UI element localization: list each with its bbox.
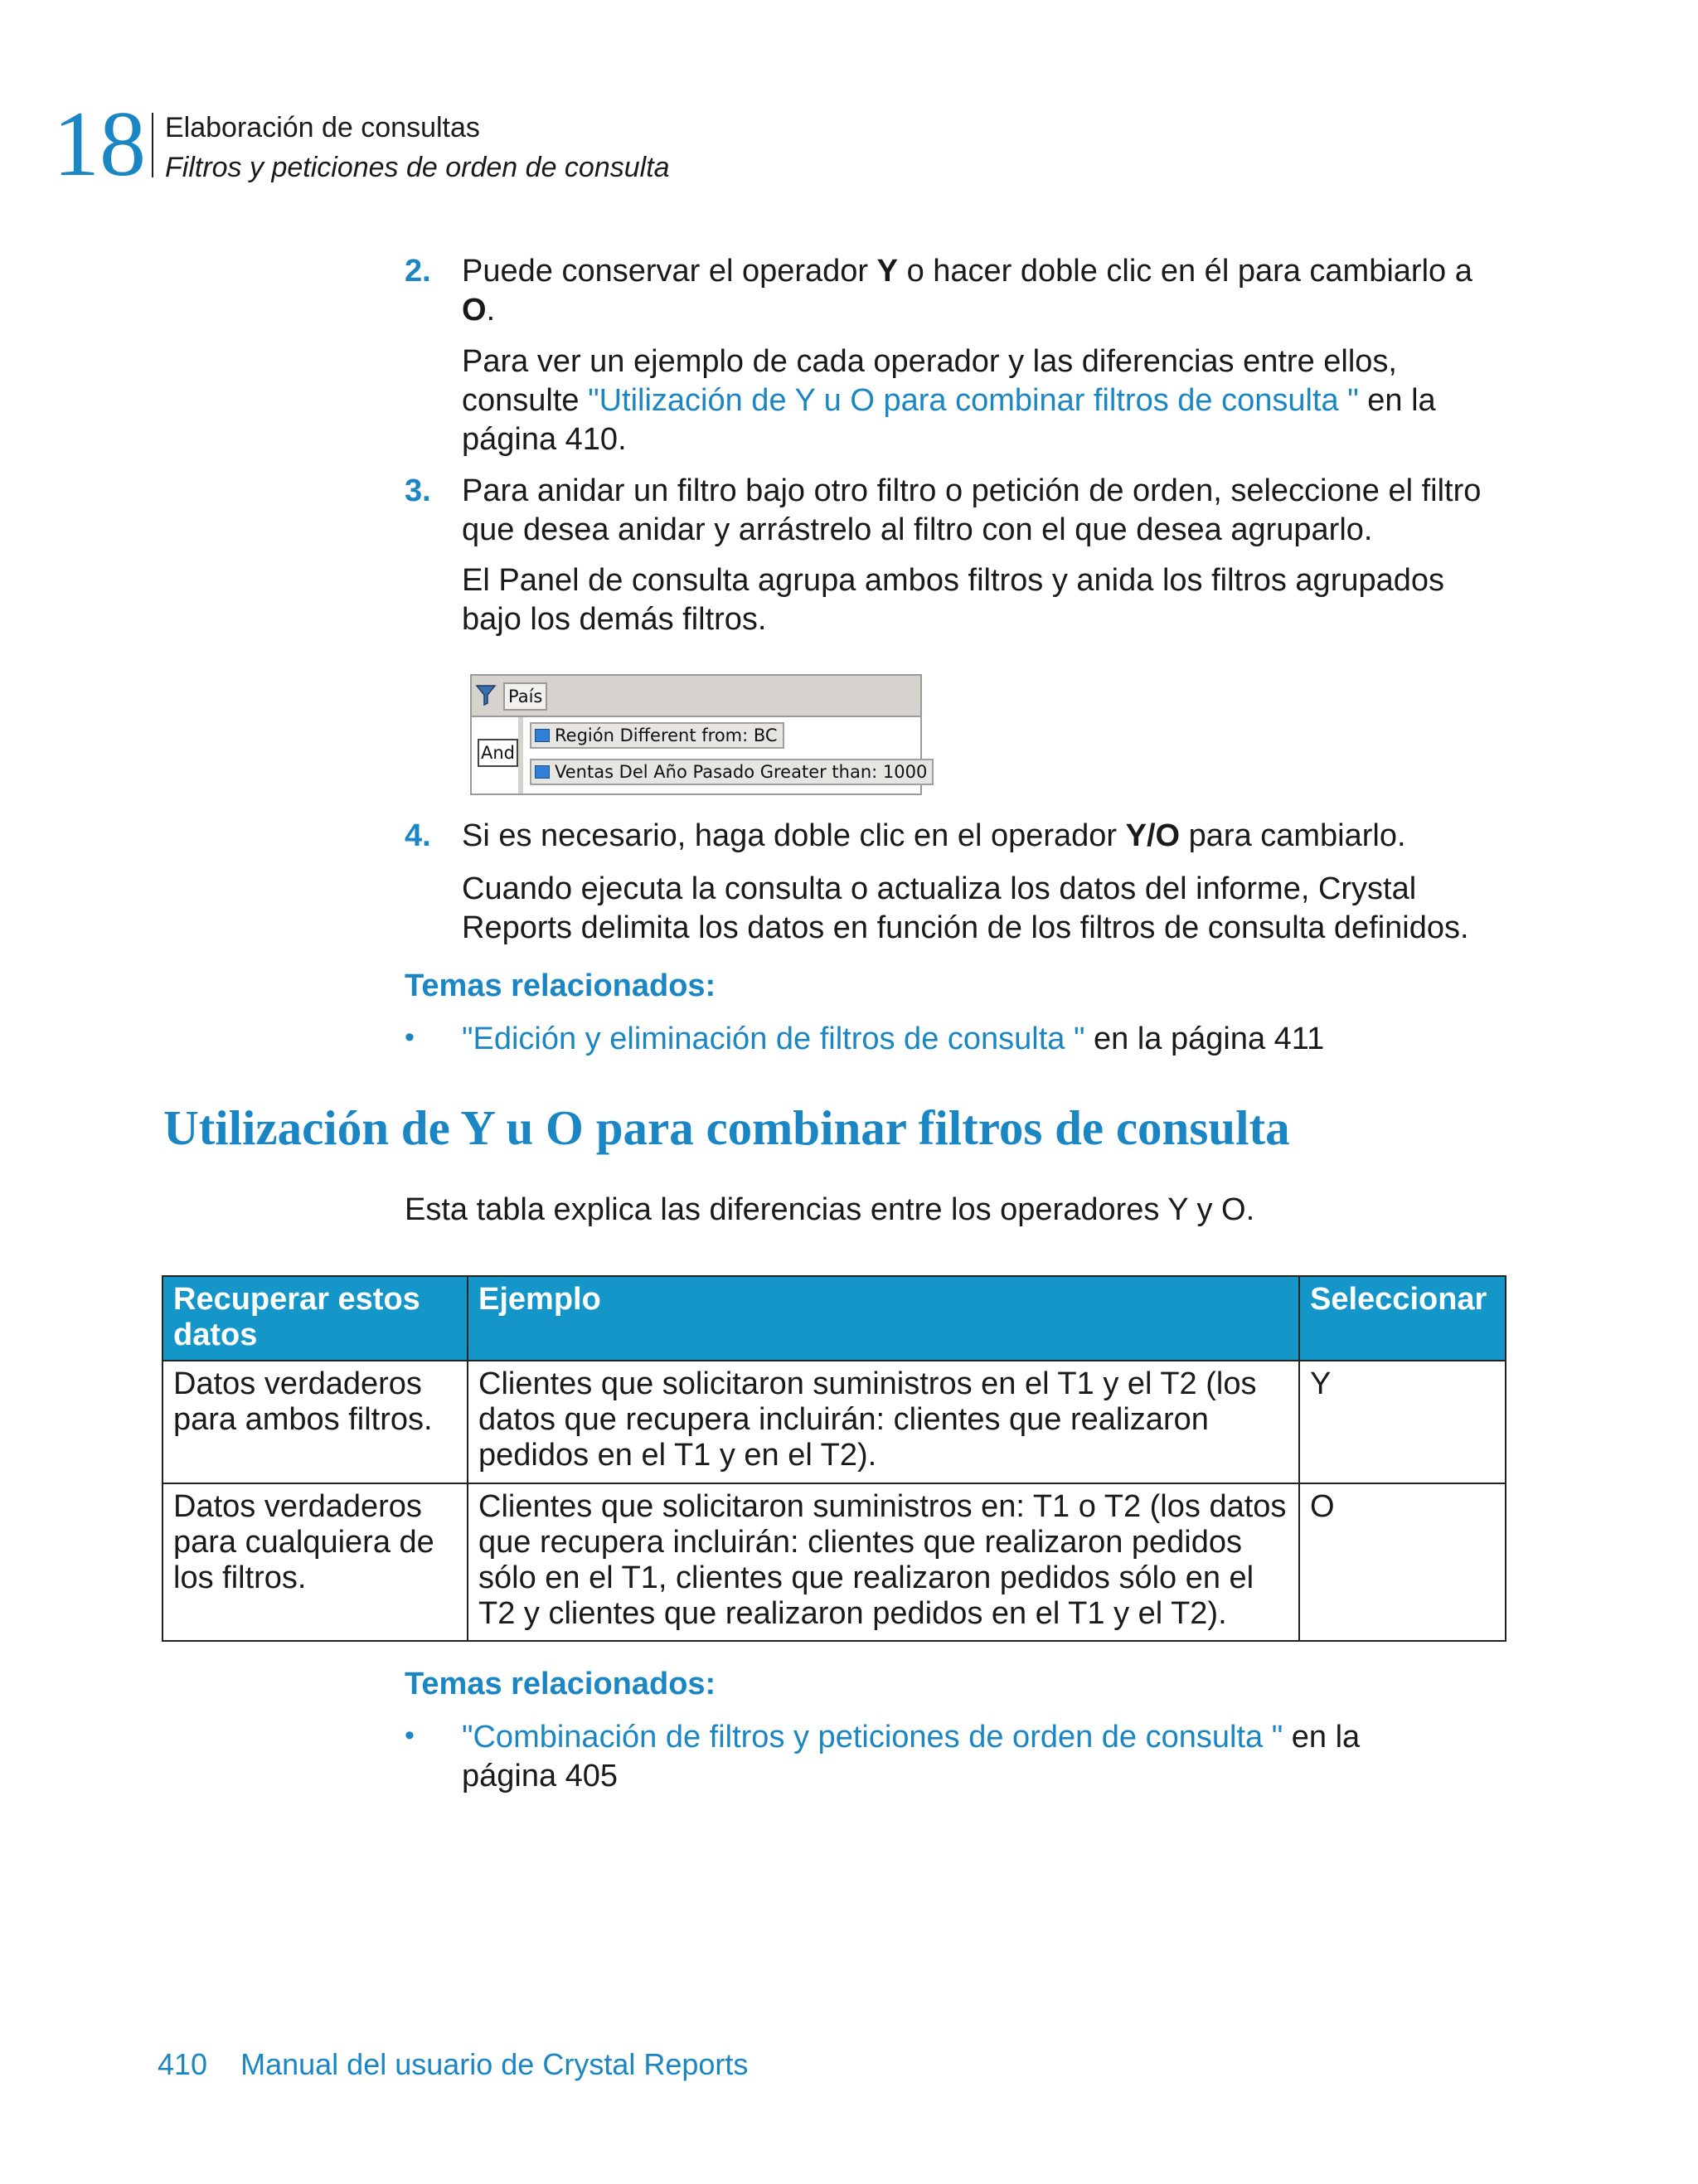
page-footer xyxy=(158,2046,748,2083)
header-divider xyxy=(152,113,153,177)
table-cell: Y xyxy=(1299,1361,1506,1483)
manual-title: Manual del usuario de Crystal Reports xyxy=(240,2047,749,2081)
filter-ventas-label: Ventas Del Año Pasado Greater than: 1000 xyxy=(555,762,928,782)
step-4-text: Si es necesario, haga doble clic en el operador Y/O para cambiarlo. xyxy=(462,818,1406,853)
filter-object-icon xyxy=(535,729,550,742)
operators-table xyxy=(162,1275,1506,1642)
step-4-number: 4. xyxy=(405,818,431,853)
table-cell: Clientes que solicitaron suministros en: T1 o T2 (los datos que recupera incluirán: clientes que realizaron pedidos sólo en el T1, clientes que realizaron pedidos sólo en el T2 y clientes que realizaron pedidos en el T1 y el T2). xyxy=(468,1483,1299,1641)
page-number: 410 xyxy=(158,2047,208,2081)
table-cell: Clientes que solicitaron suministros en el T1 y el T2 (los datos que recupera incluirán: clientes que realizaron pedidos en el T1 y en el T2). xyxy=(468,1361,1299,1483)
related-topic-item: "Combinación de filtros y peticiones de orden de consulta " en la página 405 xyxy=(462,1720,1361,1793)
link-combinacion-filtros[interactable]: "Combinación de filtros y peticiones de orden de consulta " xyxy=(462,1720,1283,1754)
step-3-paragraph: El Panel de consulta agrupa ambos filtros y anida los filtros agrupados bajo los demás filtros. xyxy=(462,563,1445,637)
table-row xyxy=(163,1483,1506,1641)
step-4-paragraph: Cuando ejecuta la consulta o actualiza los datos del informe, Crystal Reports delimita los datos en función de los filtros de consulta definidos. xyxy=(462,871,1469,945)
related-topics-title: Temas relacionados: xyxy=(405,1667,716,1701)
pais-filter-object[interactable]: País xyxy=(503,682,547,711)
related-topic-item: "Edición y eliminación de filtros de consulta " en la página 411 xyxy=(462,1022,1325,1056)
section-subtitle: Filtros y peticiones de orden de consulta xyxy=(165,152,670,183)
filter-ventas[interactable] xyxy=(530,759,934,785)
and-operator[interactable]: And xyxy=(478,739,518,767)
step-3-text: Para anidar un filtro bajo otro filtro o petición de orden, seleccione el filtro que desea anidar y arrástrelo al filtro con el que desea agruparlo. xyxy=(462,473,1482,547)
table-header-cell: Seleccionar xyxy=(1299,1276,1506,1361)
filter-region-label: Región Different from: BC xyxy=(555,726,778,745)
link-utilizacion-y-u-o[interactable]: "Utilización de Y u O para combinar filtros de consulta " xyxy=(588,383,1359,418)
chapter-number: 18 xyxy=(53,93,146,196)
step-2-text: Puede conservar el operador Y o hacer doble clic en él para cambiarlo a O. xyxy=(462,254,1472,328)
chapter-title: Elaboración de consultas xyxy=(165,112,480,143)
funnel-icon xyxy=(475,683,497,706)
table-header-row xyxy=(163,1276,1506,1361)
link-edicion-eliminacion[interactable]: "Edición y eliminación de filtros de consulta " xyxy=(462,1022,1085,1056)
step-2-number: 2. xyxy=(405,254,431,289)
step-2-paragraph: Para ver un ejemplo de cada operador y las diferencias entre ellos, consulte "Utilización de Y u O para combinar filtros de consulta " en la página 410. xyxy=(462,344,1436,457)
step-3-number: 3. xyxy=(405,473,431,508)
section-intro: Esta tabla explica las diferencias entre los operadores Y y O. xyxy=(405,1192,1255,1227)
bullet: • xyxy=(405,1720,415,1751)
table-cell: O xyxy=(1299,1483,1506,1641)
query-panel-top-row xyxy=(472,676,920,717)
filter-region[interactable] xyxy=(530,722,784,749)
section-heading: Utilización de Y u O para combinar filtros de consulta xyxy=(163,1100,1290,1155)
table-cell: Datos verdaderos para ambos filtros. xyxy=(163,1361,468,1483)
table-cell: Datos verdaderos para cualquiera de los filtros. xyxy=(163,1483,468,1641)
group-bracket xyxy=(518,717,523,794)
table-row xyxy=(163,1361,1506,1483)
bullet: • xyxy=(405,1022,415,1053)
table-header-cell: Ejemplo xyxy=(468,1276,1299,1361)
related-topics-title: Temas relacionados: xyxy=(405,968,716,1003)
table-header-cell: Recuperar estos datos xyxy=(163,1276,468,1361)
query-panel-screenshot xyxy=(470,674,928,795)
filter-object-icon xyxy=(535,765,550,779)
